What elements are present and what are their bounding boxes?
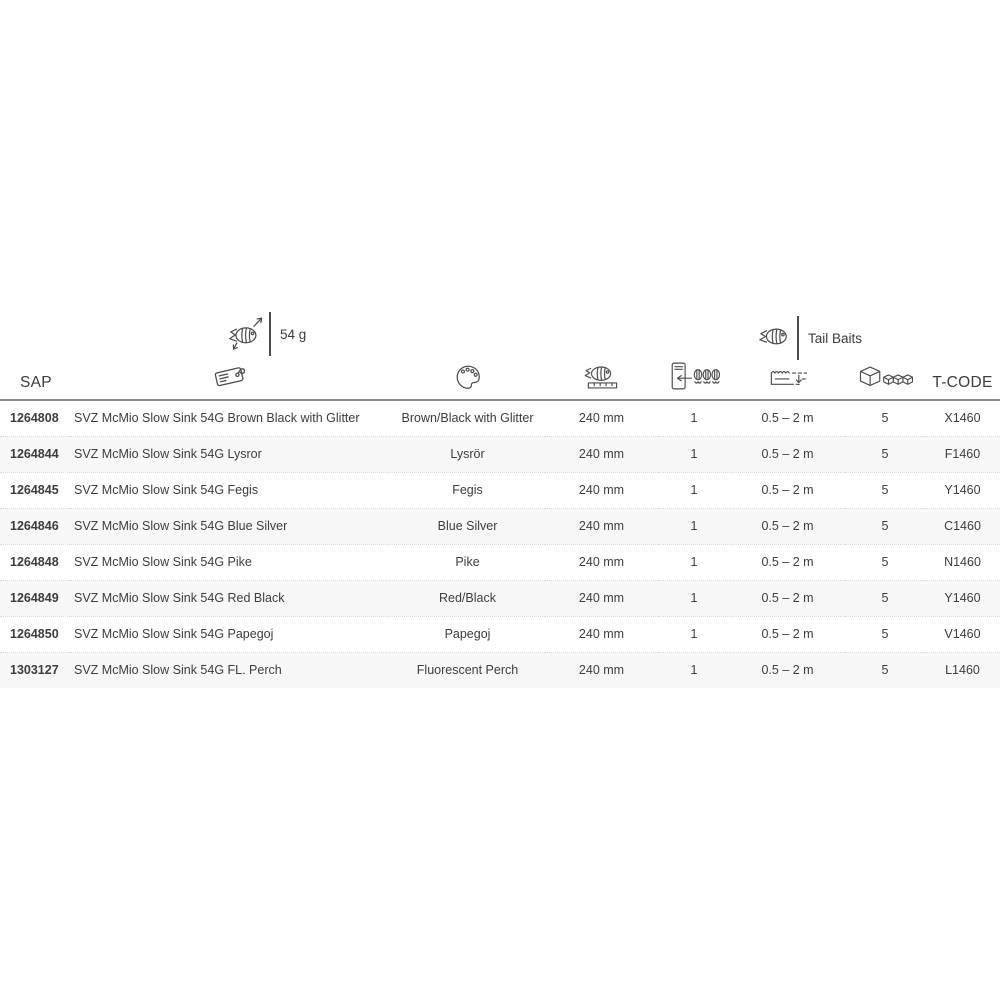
cell-color: Papegoj (390, 616, 545, 652)
cell-qty: 1 (658, 652, 730, 688)
cell-color: Pike (390, 544, 545, 580)
carton-quantity-icon (857, 364, 913, 397)
swim-depth-icon (767, 365, 809, 397)
cell-depth: 0.5 – 2 m (730, 652, 845, 688)
cell-pack: 5 (845, 436, 925, 472)
cell-pack: 5 (845, 508, 925, 544)
cell-tcode: C1460 (925, 508, 1000, 544)
cell-name: SVZ McMio Slow Sink 54G Blue Silver (70, 508, 390, 544)
cell-name: SVZ McMio Slow Sink 54G Red Black (70, 580, 390, 616)
cell-name: SVZ McMio Slow Sink 54G Pike (70, 544, 390, 580)
cell-length: 240 mm (545, 472, 658, 508)
column-header-color (390, 360, 545, 400)
cell-depth: 0.5 – 2 m (730, 580, 845, 616)
cell-pack: 5 (881, 411, 889, 426)
table-row (0, 508, 1000, 544)
table-row (0, 544, 1000, 580)
cell-color: Blue Silver (390, 508, 545, 544)
bait-type-label: Tail Baits (808, 330, 863, 346)
cell-length: 240 mm (545, 652, 658, 688)
cell-qty: 1 (658, 544, 730, 580)
cell-qty: 1 (658, 616, 730, 652)
cell-sap: 1264846 (0, 508, 70, 544)
column-header-carton (845, 360, 925, 400)
cell-pack: 5 (845, 544, 925, 580)
cell-color: Red/Black (390, 580, 545, 616)
product-table (0, 360, 1000, 688)
cell-qty: 1 (690, 411, 698, 426)
column-header-quantity (658, 360, 730, 400)
weight-label: 54 g (280, 326, 307, 342)
table-row (0, 472, 1000, 508)
pieces-per-pack-icon (668, 360, 720, 397)
table-header-row (0, 360, 1000, 400)
cell-color: Lysrör (390, 436, 545, 472)
cell-sap: 1264848 (0, 544, 70, 580)
cell-color: Fluorescent Perch (390, 652, 545, 688)
cell-length: 240 mm (545, 580, 658, 616)
column-header-name (70, 360, 390, 400)
column-header-length (545, 360, 658, 400)
cell-color: Brown/Black with Glitter (401, 411, 534, 426)
cell-sap: 1264850 (0, 616, 70, 652)
cell-length: 240 mm (545, 616, 658, 652)
cell-length: 240 mm (578, 411, 625, 426)
cell-tcode: Y1460 (925, 472, 1000, 508)
cell-tcode: V1460 (925, 616, 1000, 652)
cell-qty: 1 (658, 472, 730, 508)
product-tag-icon (207, 360, 253, 397)
column-header-tcode: T-CODE (925, 360, 1000, 400)
weight-legend (224, 312, 306, 356)
table-row (0, 616, 1000, 652)
table-row (0, 400, 1000, 436)
cell-pack: 5 (845, 580, 925, 616)
cell-depth: 0.5 – 2 m (761, 411, 814, 426)
legend-divider (269, 312, 271, 356)
cell-tcode: Y1460 (925, 580, 1000, 616)
color-palette-icon (453, 362, 483, 397)
column-header-sap: SAP (0, 360, 70, 400)
cell-length: 240 mm (545, 508, 658, 544)
cell-length: 240 mm (545, 544, 658, 580)
table-row (0, 436, 1000, 472)
sinking-lure-icon (224, 313, 264, 356)
table-row (0, 652, 1000, 688)
column-header-depth (730, 360, 845, 400)
cell-length: 240 mm (545, 436, 658, 472)
cell-tcode: N1460 (925, 544, 1000, 580)
lure-length-icon (579, 362, 625, 397)
cell-name: SVZ McMio Slow Sink 54G Fegis (70, 472, 390, 508)
cell-depth: 0.5 – 2 m (730, 544, 845, 580)
cell-sap: 1264845 (0, 472, 70, 508)
cell-name: SVZ McMio Slow Sink 54G Lysror (70, 436, 390, 472)
cell-qty: 1 (658, 436, 730, 472)
table-body (0, 400, 1000, 688)
cell-pack: 5 (845, 652, 925, 688)
cell-qty: 1 (658, 508, 730, 544)
legend-divider (797, 316, 799, 360)
cell-qty: 1 (658, 580, 730, 616)
tail-baits-fish-icon (756, 320, 792, 357)
cell-depth: 0.5 – 2 m (730, 472, 845, 508)
cell-name: SVZ McMio Slow Sink 54G FL. Perch (70, 652, 390, 688)
cell-pack: 5 (845, 472, 925, 508)
cell-depth: 0.5 – 2 m (730, 616, 845, 652)
cell-sap: 1264844 (0, 436, 70, 472)
cell-sap: 1264849 (0, 580, 70, 616)
cell-depth: 0.5 – 2 m (730, 508, 845, 544)
cell-tcode: F1460 (925, 436, 1000, 472)
cell-sap: 1303127 (0, 652, 70, 688)
cell-tcode: X1460 (944, 411, 981, 426)
cell-sap: 1264808 (10, 411, 59, 426)
cell-pack: 5 (845, 616, 925, 652)
table-row (0, 580, 1000, 616)
cell-depth: 0.5 – 2 m (730, 436, 845, 472)
cell-name: SVZ McMio Slow Sink 54G Brown Black with Glitter (74, 411, 360, 426)
cell-color: Fegis (390, 472, 545, 508)
cell-name: SVZ McMio Slow Sink 54G Papegoj (70, 616, 390, 652)
cell-tcode: L1460 (925, 652, 1000, 688)
bait-type-legend (756, 316, 862, 360)
